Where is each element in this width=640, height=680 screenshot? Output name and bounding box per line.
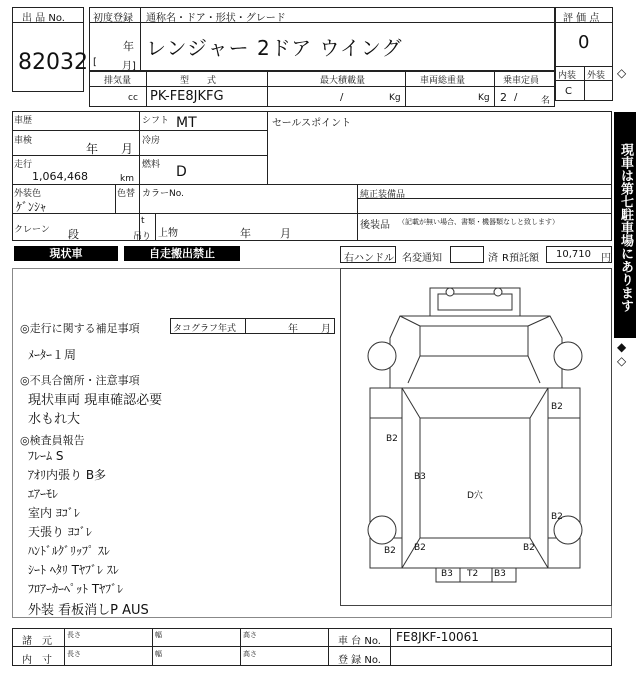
inspector-title: ◎検査員報告 xyxy=(20,434,85,447)
recycle-deposit-label: R預託額 xyxy=(502,253,539,264)
recycle-done-label: 済 xyxy=(488,253,498,264)
crane-step: 段 xyxy=(68,228,79,241)
name-change-label: 名変通知 xyxy=(402,253,442,264)
score-value: 0 xyxy=(578,32,590,53)
report-line: ｱｵﾘ内張り B多 xyxy=(28,468,107,482)
upper-label: 上物 xyxy=(158,228,178,239)
sidebar-top-diamond: ◇ xyxy=(617,66,627,80)
fuel-value: D xyxy=(176,164,187,180)
as-is-badge: 現状車 xyxy=(14,246,118,261)
max-load-unit: Kg xyxy=(389,93,401,103)
recycle-unit: 円 xyxy=(601,253,611,264)
type-label: 型 式 xyxy=(180,76,217,86)
car-name: レンジャー 2ドア ウイング xyxy=(146,36,403,60)
dims-height: 高さ xyxy=(243,650,257,658)
lot-number: 82032 xyxy=(18,50,88,75)
damage-mark: B3 xyxy=(414,472,426,482)
damage-mark: B2 xyxy=(551,402,563,412)
exterior-grade: C xyxy=(565,86,572,97)
mileage-unit: km xyxy=(120,174,134,184)
specs-height: 高さ xyxy=(243,631,257,639)
specs-label: 諸 元 xyxy=(22,636,52,647)
color-code-label: カラーNo. xyxy=(142,189,184,199)
defect-note-1: 現状車両 現車確認必要 xyxy=(28,393,163,408)
report-line: ﾌﾛｱｰｶｰﾍﾟｯﾄ Tﾔﾌﾞﾚ xyxy=(28,582,124,596)
color-change-label: 色替 xyxy=(117,189,136,199)
report-line: ｴｱｰﾓﾚ xyxy=(28,487,59,501)
score-label: 評 価 点 xyxy=(563,13,600,24)
defect-note-2: 水もれ大 xyxy=(28,412,81,427)
model-label: 通称名・ドア・形状・グレード xyxy=(146,13,286,24)
ac-label: 冷房 xyxy=(142,136,161,146)
damage-mark: B2 xyxy=(523,543,535,553)
footer-table xyxy=(12,628,612,666)
shift-label: シフト xyxy=(142,116,170,126)
damage-mark: B2 xyxy=(386,434,398,444)
tacho-month: 月 xyxy=(321,324,331,335)
crane-ton: t xyxy=(141,216,145,226)
gross-weight-label: 車両総重量 xyxy=(420,76,466,86)
chassis-label: 車 台 No. xyxy=(338,636,381,647)
defect-title: ◎不具合箇所・注意事項 xyxy=(20,374,140,387)
tacho-year: 年 xyxy=(288,324,298,335)
damage-mark: B2 xyxy=(414,543,426,553)
first-reg-month: 月] xyxy=(122,61,136,72)
damage-mark: B2 xyxy=(384,546,396,556)
upper-year: 年 xyxy=(240,227,251,240)
report-line: ﾊﾝﾄﾞﾙｸﾞﾘｯﾌﾟ ｽﾚ xyxy=(28,544,110,558)
genuine-label: 純正装備品 xyxy=(360,190,406,200)
sales-point-label: セールスポイント xyxy=(272,118,352,129)
damage-mark: B3 xyxy=(441,569,453,579)
ext-color-value: ｹﾞﾝｼｬ xyxy=(16,200,47,214)
aftermarket-label: 後装品 xyxy=(360,220,390,231)
interior-label: 内装 xyxy=(558,71,577,81)
max-load-slash: / xyxy=(340,92,344,103)
upper-month: 月 xyxy=(280,227,291,240)
self-pickup-banned-badge: 自走搬出禁止 xyxy=(124,246,240,261)
damage-mark: D穴 xyxy=(467,491,483,501)
capacity-unit: 名 xyxy=(541,96,551,106)
tacho-label: タコグラフ年式 xyxy=(173,324,237,334)
report-line: 天張り ﾖｺﾞﾚ xyxy=(28,525,92,539)
max-load-label: 最大積載量 xyxy=(320,76,366,86)
recycle-amount: 10,710 xyxy=(556,249,591,260)
gross-weight-unit: Kg xyxy=(478,93,490,103)
name-change-box xyxy=(450,246,484,263)
specs-width: 幅 xyxy=(155,631,162,639)
report-line: ｼｰﾄ ﾍﾀﾘ Tﾔﾌﾞﾚ ｽﾚ xyxy=(28,563,119,577)
exterior-label: 外装 xyxy=(587,71,606,81)
fuel-label: 燃料 xyxy=(142,160,161,170)
ext-color-label: 外装色 xyxy=(14,189,42,199)
dims-label: 内 寸 xyxy=(22,655,52,666)
first-reg-year: 年 xyxy=(123,40,134,53)
mileage-value: 1,064,468 xyxy=(32,170,88,183)
damage-mark: B2 xyxy=(551,512,563,522)
history-label: 車歴 xyxy=(14,116,33,126)
damage-mark: B3 xyxy=(494,569,506,579)
report-line: 外装 看板消しP AUS xyxy=(28,603,149,618)
capacity-value: 2 xyxy=(500,91,507,104)
report-line: ﾌﾚｰﾑ S xyxy=(28,449,64,463)
registration-label: 登 録 No. xyxy=(338,655,381,666)
shift-value: MT xyxy=(176,115,197,131)
inspection-month: 月 xyxy=(121,142,134,156)
mileage-label: 走行 xyxy=(14,160,33,170)
parking-location-banner: 現車は第七駐車場にあります xyxy=(614,112,636,338)
type-value: PK-FE8JKFG xyxy=(150,89,224,104)
inspection-year: 年 xyxy=(86,142,99,156)
rhd-label: 右ハンドル xyxy=(344,253,394,264)
meter-note: ﾒｰﾀｰ１周 xyxy=(28,348,77,362)
report-line: 室内 ﾖｺﾞﾚ xyxy=(28,506,80,520)
displacement-label: 排気量 xyxy=(104,76,132,86)
displacement-unit: cc xyxy=(128,93,138,103)
crane-hoist: 吊り xyxy=(133,232,152,242)
aftermarket-note: （記載が無い場合、書類・機器類なしと致します） xyxy=(398,218,559,226)
first-reg-label: 初度登録 xyxy=(93,13,133,24)
dims-width: 幅 xyxy=(155,650,162,658)
inspection-label: 車検 xyxy=(14,136,33,146)
specs-length: 長さ xyxy=(67,631,81,639)
sidebar-bottom-diamonds: ◆◇ xyxy=(617,340,627,368)
truck-outline-diagram xyxy=(340,268,612,606)
chassis-value: FE8JKF-10061 xyxy=(396,630,479,644)
crane-label: クレーン xyxy=(14,225,50,235)
lot-label: 出 品 No. xyxy=(22,13,65,24)
first-reg-bracket: [ xyxy=(93,57,97,68)
driving-notes-title: ◎走行に関する補足事項 xyxy=(20,322,140,335)
capacity-slash: / xyxy=(514,92,518,103)
capacity-label: 乗車定員 xyxy=(503,76,540,86)
dims-length: 長さ xyxy=(67,650,81,658)
damage-mark: T2 xyxy=(467,569,479,579)
